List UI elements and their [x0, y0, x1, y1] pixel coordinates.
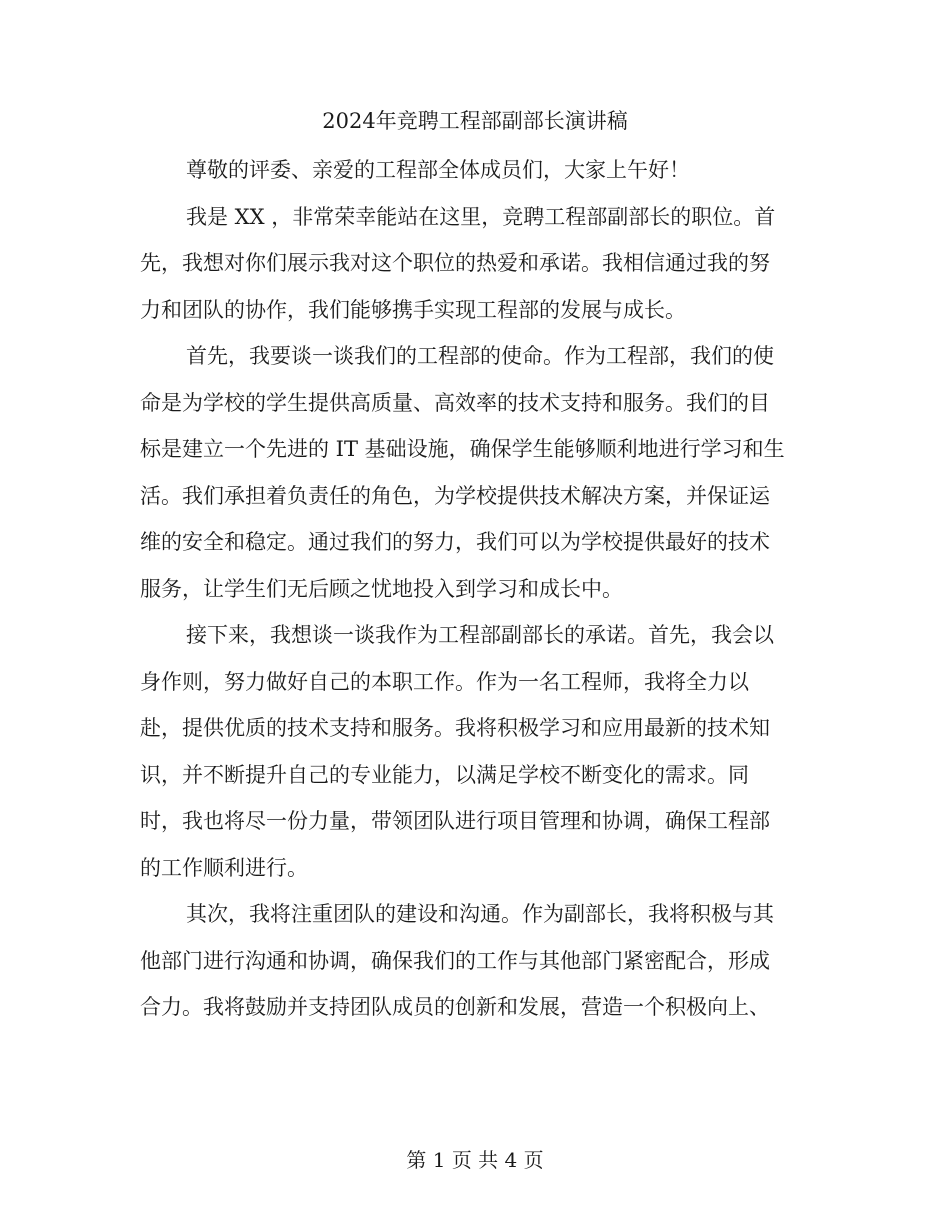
text-line: 接下来，我想谈一谈我作为工程部副部长的承诺。首先，我会以: [186, 623, 774, 647]
text-line: 尊敬的评委、亲爱的工程部全体成员们，大家上午好！: [186, 158, 690, 182]
text-line: 其次，我将注重团队的建设和沟通。作为副部长，我将积极与其: [186, 902, 774, 926]
text-line: 标是建立一个先进的 IT 基础设施，确保学生能够顺利地进行学习和生: [140, 437, 785, 461]
text-line: 赴，提供优质的技术支持和服务。我将积极学习和应用最新的技术知: [140, 716, 770, 740]
text-line: 识，并不断提升自己的专业能力，以满足学校不断变化的需求。同: [140, 762, 749, 787]
text-line: 他部门进行沟通和协调，确保我们的工作与其他部门紧密配合，形成: [140, 948, 770, 973]
text-line: 命是为学校的学生提供高质量、高效率的技术支持和服务。我们的目: [140, 390, 770, 415]
document-body: [140, 147, 810, 1031]
text-line: 身作则，努力做好自己的本职工作。作为一名工程师，我将全力以: [140, 669, 749, 694]
page-footer: 第 1 页 共 4 页: [406, 1148, 544, 1172]
document-title: 2024年竞聘工程部副部长演讲稿: [322, 109, 628, 133]
text-line: 力和团队的协作，我们能够携手实现工程部的发展与成长。: [140, 297, 686, 322]
text-line: 先，我想对你们展示我对这个职位的热爱和承诺。我相信通过我的努: [140, 251, 770, 275]
text-line: 维的安全和稳定。通过我们的努力，我们可以为学校提供最好的技术: [140, 530, 770, 554]
text-line: 时，我也将尽一份力量，带领团队进行项目管理和协调，确保工程部: [140, 809, 770, 833]
text-line: 合力。我将鼓励并支持团队成员的创新和发展，营造一个积极向上、: [140, 995, 770, 1019]
text-line: 我是 XX ，非常荣幸能站在这里，竞聘工程部副部长的职位。首: [186, 204, 776, 229]
text-line: 的工作顺利进行。: [140, 855, 308, 880]
text-line: 服务，让学生们无后顾之忧地投入到学习和成长中。: [140, 576, 623, 601]
text-line: 活。我们承担着负责任的角色，为学校提供技术解决方案，并保证运: [140, 483, 770, 508]
text-line: 首先，我要谈一谈我们的工程部的使命。作为工程部，我们的使: [186, 344, 774, 368]
